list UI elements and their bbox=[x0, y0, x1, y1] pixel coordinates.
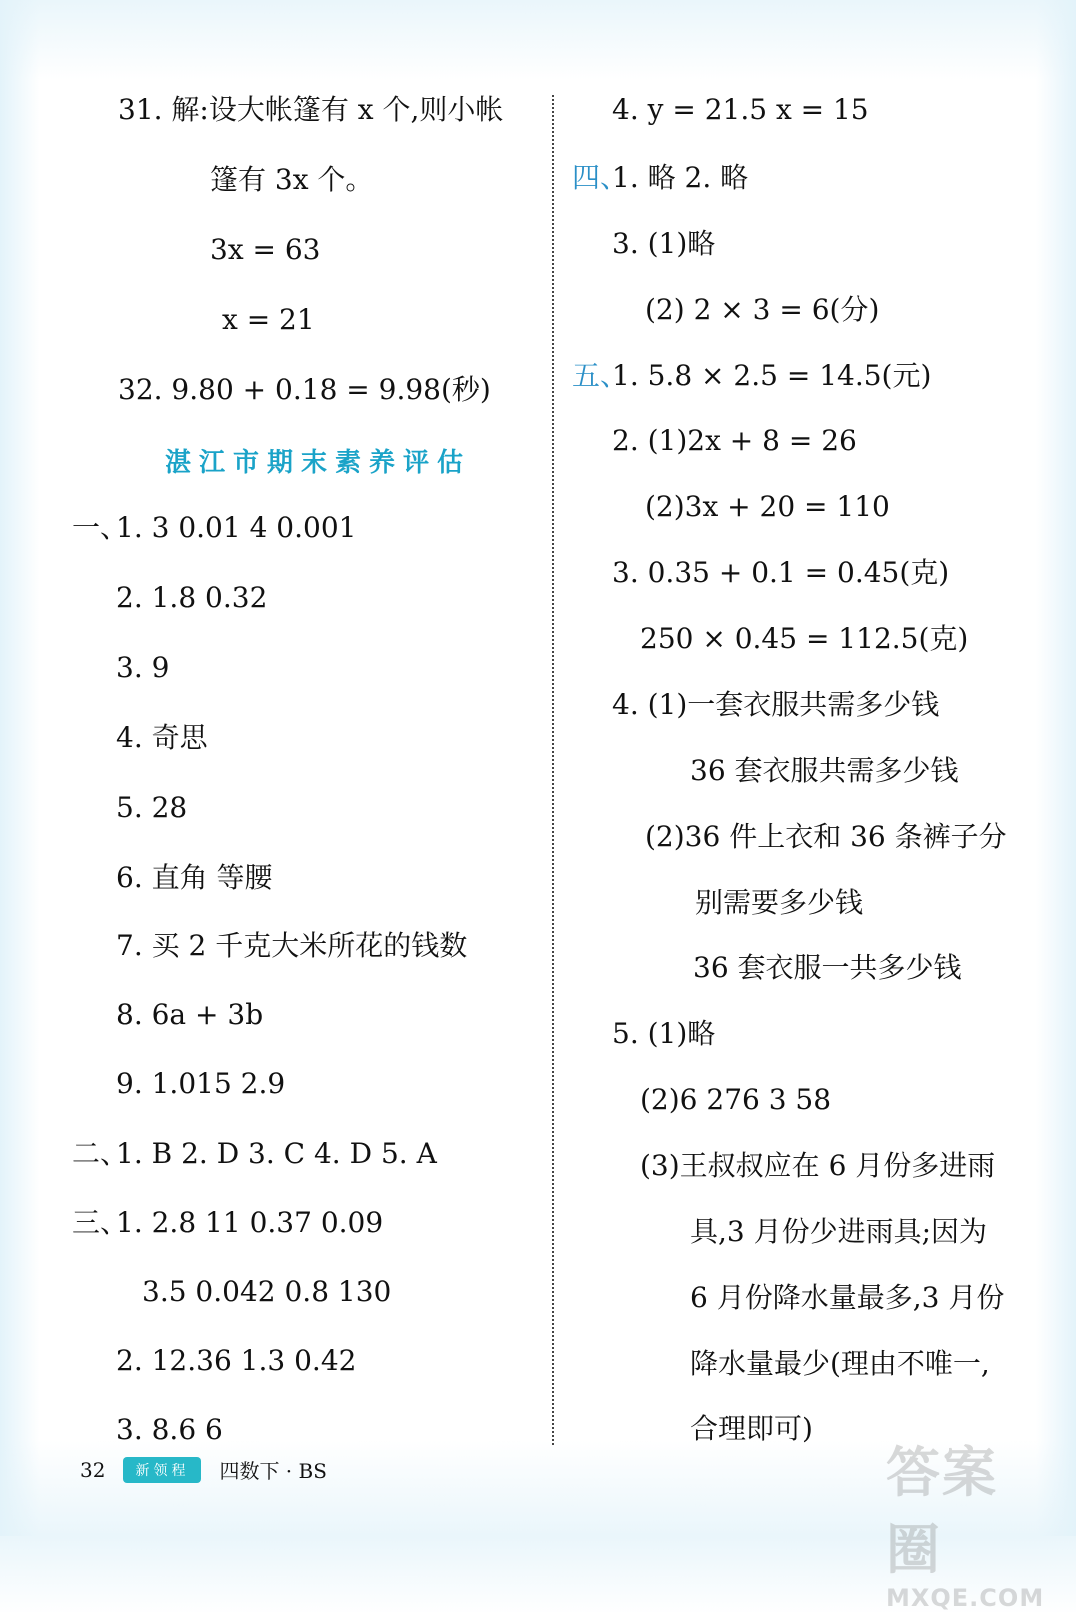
page-footer bbox=[80, 1455, 327, 1484]
answer-s5-q4c: (2)36 件上衣和 36 条裤子分 bbox=[645, 820, 1007, 853]
page-edge-right bbox=[1036, 0, 1076, 1536]
section-mark-1: 一、 bbox=[72, 511, 129, 544]
answer-s3-q2: 2. 12.36 1.3 0.42 bbox=[116, 1344, 357, 1377]
answer-s1-q9: 9. 1.015 2.9 bbox=[116, 1067, 286, 1100]
watermark-logo bbox=[886, 1430, 1045, 1612]
watermark-line1: 答案圈 bbox=[886, 1441, 998, 1581]
answer-s5-q4e: 36 套衣服一共多少钱 bbox=[693, 951, 962, 984]
answer-s5-q2b: (2)3x + 20 = 110 bbox=[645, 490, 890, 523]
answer-r-q4: 4. y = 21.5 x = 15 bbox=[612, 93, 869, 126]
answer-q31-line4: x = 21 bbox=[222, 303, 315, 336]
answer-q31-line2: 篷有 3x 个。 bbox=[210, 163, 374, 196]
answer-s4-q12: 1. 略 2. 略 bbox=[612, 161, 749, 194]
answer-q31-line3: 3x = 63 bbox=[210, 233, 321, 266]
answer-s5-q4b: 36 套衣服共需多少钱 bbox=[690, 754, 959, 787]
page-edge-left bbox=[0, 0, 40, 1536]
section-title: 湛江市期末素养评估 bbox=[165, 448, 472, 478]
answer-s3-q3: 3. 8.6 6 bbox=[116, 1413, 223, 1446]
answer-s1-q7: 7. 买 2 千克大米所花的钱数 bbox=[116, 929, 468, 962]
answer-q31-line1: 31. 解:设大帐篷有 x 个,则小帐 bbox=[118, 93, 504, 126]
answer-s1-q5: 5. 28 bbox=[116, 791, 188, 824]
answer-s5-q5d: 具,3 月份少进雨具;因为 bbox=[690, 1215, 988, 1248]
answer-s5-q1: 1. 5.8 × 2.5 = 14.5(元) bbox=[612, 359, 932, 392]
section-mark-4: 四、 bbox=[572, 161, 629, 194]
answer-s5-q2a: 2. (1)2x + 8 = 26 bbox=[612, 424, 857, 457]
section-mark-3: 三、 bbox=[72, 1206, 129, 1239]
section-mark-2: 二、 bbox=[72, 1137, 129, 1170]
answer-s5-q5f: 降水量最少(理由不唯一, bbox=[690, 1347, 990, 1380]
answer-s3-q1b: 3.5 0.042 0.8 130 bbox=[142, 1275, 392, 1308]
answer-s5-q5a: 5. (1)略 bbox=[612, 1017, 716, 1050]
answer-s5-q3b: 250 × 0.45 = 112.5(克) bbox=[640, 622, 969, 655]
answer-s4-q3b: (2) 2 × 3 = 6(分) bbox=[645, 293, 880, 326]
answer-s1-q3: 3. 9 bbox=[116, 651, 170, 684]
answer-s3-q1a: 1. 2.8 11 0.37 0.09 bbox=[116, 1206, 384, 1239]
answer-s5-q3a: 3. 0.35 + 0.1 = 0.45(克) bbox=[612, 556, 950, 589]
answer-s5-q5g: 合理即可) bbox=[690, 1412, 813, 1445]
answer-s5-q4a: 4. (1)一套衣服共需多少钱 bbox=[612, 688, 940, 721]
page-number: 32 bbox=[80, 1457, 106, 1482]
book-label: 四数下 · BS bbox=[219, 1459, 327, 1483]
answer-s4-q3a: 3. (1)略 bbox=[612, 227, 716, 260]
answer-s1-q2: 2. 1.8 0.32 bbox=[116, 581, 268, 614]
brand-logo: 新领程 bbox=[123, 1457, 201, 1483]
answer-s5-q5b: (2)6 276 3 58 bbox=[640, 1083, 832, 1116]
answer-s1-q1: 1. 3 0.01 4 0.001 bbox=[116, 511, 357, 544]
column-divider bbox=[552, 95, 554, 1445]
answer-q32: 32. 9.80 + 0.18 = 9.98(秒) bbox=[118, 373, 491, 406]
answer-s5-q5e: 6 月份降水量最多,3 月份 bbox=[690, 1281, 1005, 1314]
section-mark-5: 五、 bbox=[572, 359, 629, 392]
watermark-line2: MXQE.COM bbox=[886, 1584, 1045, 1612]
answer-s1-q4: 4. 奇思 bbox=[116, 721, 208, 754]
answer-s1-q8: 8. 6a + 3b bbox=[116, 998, 264, 1031]
answer-s1-q6: 6. 直角 等腰 bbox=[116, 861, 273, 894]
answer-s2: 1. B 2. D 3. C 4. D 5. A bbox=[116, 1137, 437, 1170]
answer-s5-q5c: (3)王叔叔应在 6 月份多进雨 bbox=[640, 1149, 996, 1182]
answer-s5-q4d: 别需要多少钱 bbox=[695, 886, 864, 919]
